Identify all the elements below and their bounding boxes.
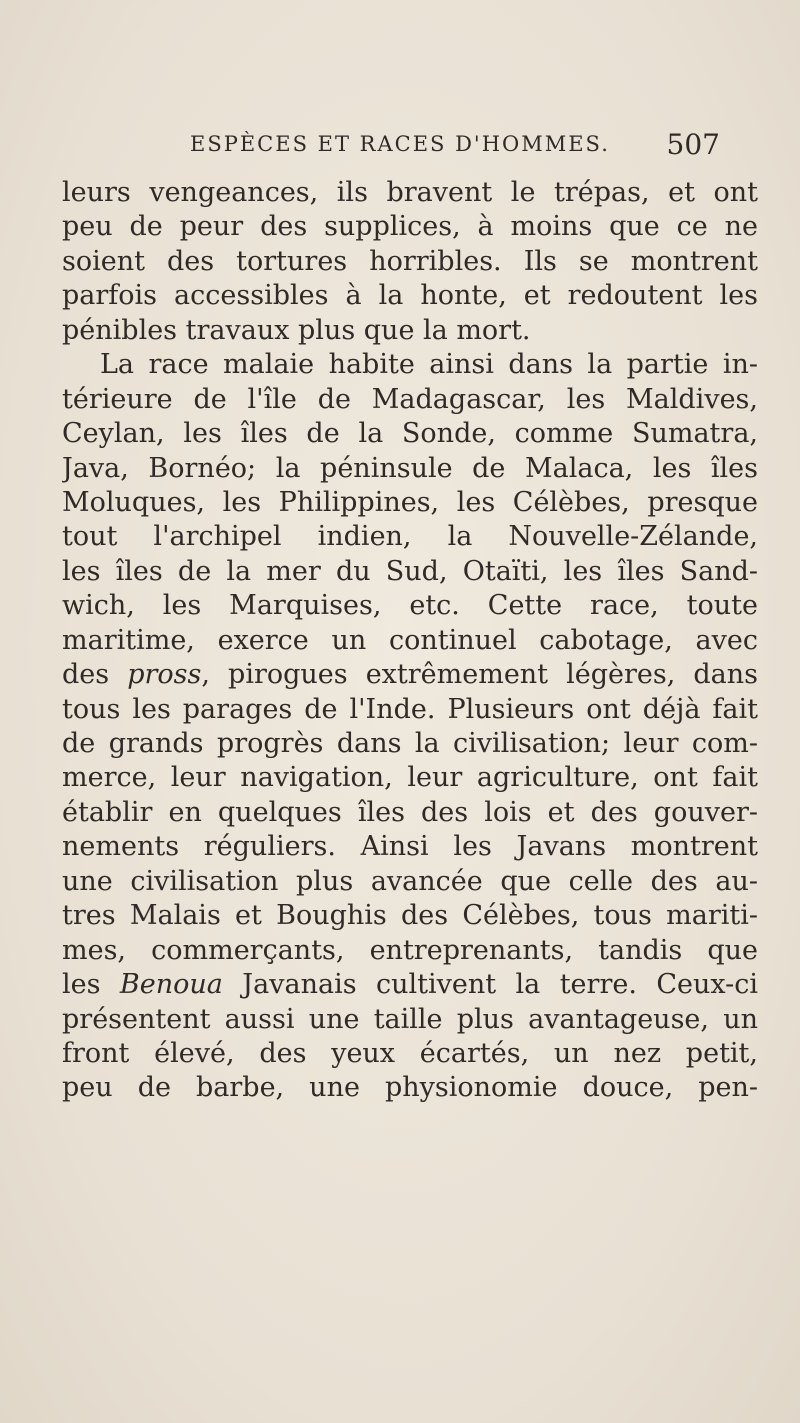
page-number: 507 [666,128,720,161]
text-line [62,279,758,313]
text-segment: térieure de l'île de Madagascar, les Maldives, [62,383,758,415]
text-line [62,555,758,589]
text-line [62,899,758,933]
text-segment: merce, leur navigation, leur agriculture, ont fait [62,762,758,794]
text-segment: mes, commerçants, entreprenants, tandis que [62,934,758,966]
text-line [62,830,758,864]
text-segment: établir en quelques îles des lois et des gouver- [62,796,758,828]
text-line [62,486,758,520]
text-line [62,727,758,761]
text-line [62,520,758,554]
text-line [62,417,758,451]
text-line [62,934,758,968]
text-segment: maritime, exerce un continuel cabotage, avec [62,624,758,656]
text-line [62,383,758,417]
text-line [62,314,758,348]
text-segment: peu de barbe, une physionomie douce, pen- [62,1072,758,1104]
text-segment: wich, les Marquises, etc. Cette race, toute [62,590,758,622]
text-segment: une civilisation plus avancée que celle des au- [62,865,758,897]
text-segment: nements réguliers. Ainsi les Javans montrent [62,831,758,863]
text-segment: Ceylan, les îles de la Sonde, comme Sumatra, [62,418,758,450]
text-segment: pénibles travaux plus que la mort. [62,314,531,346]
text-line [62,1003,758,1037]
text-segment: tres Malais et Boughis des Célèbes, tous mariti- [62,900,758,932]
text-line [62,176,758,210]
text-segment: parfois accessibles à la honte, et redoutent les [62,280,758,312]
text-line [62,210,758,244]
text-segment: La race malaie habite ainsi dans la partie in- [100,349,758,381]
text-segment: les îles de la mer du Sud, Otaïti, les îles Sand- [62,555,758,587]
italic-term: Benoua [119,969,223,1001]
text-segment: front élevé, des yeux écartés, un nez petit, [62,1037,758,1069]
text-line [62,624,758,658]
text-line [62,1037,758,1071]
text-segment: les [62,969,120,1001]
text-segment: présentent aussi une taille plus avantageuse, un [62,1003,758,1035]
text-segment: tout l'archipel indien, la Nouvelle-Zélande, [62,521,758,553]
text-segment: , pirogues extrêmement légères, dans [201,659,758,691]
text-line [62,658,758,692]
text-segment: des [62,659,128,691]
italic-term: pross [127,659,202,691]
text-line [62,865,758,899]
text-segment: soient des tortures horribles. Ils se montrent [62,245,758,277]
running-title: ESPÈCES ET RACES D'HOMMES. [190,132,610,156]
page-header [190,128,760,168]
text-segment: tous les parages de l'Inde. Plusieurs ont déjà fait [62,693,758,725]
text-line [62,589,758,623]
text-segment: Java, Bornéo; la péninsule de Malaca, les îles [62,452,758,484]
text-line [62,761,758,795]
text-segment: peu de peur des supplices, à moins que ce ne [62,211,758,243]
text-line [62,693,758,727]
body-text [62,176,758,1106]
text-segment: Moluques, les Philippines, les Célèbes, presque [62,486,758,518]
text-segment: leurs vengeances, ils bravent le trépas, et ont [62,177,758,208]
text-line [62,968,758,1002]
text-segment: de grands progrès dans la civilisation; leur com- [62,728,758,759]
text-segment: Javanais cultivent la terre. Ceux-ci [222,969,758,1001]
text-line [62,452,758,486]
text-line [62,348,758,382]
text-line [62,1071,758,1105]
text-line [62,245,758,279]
text-line [62,796,758,830]
